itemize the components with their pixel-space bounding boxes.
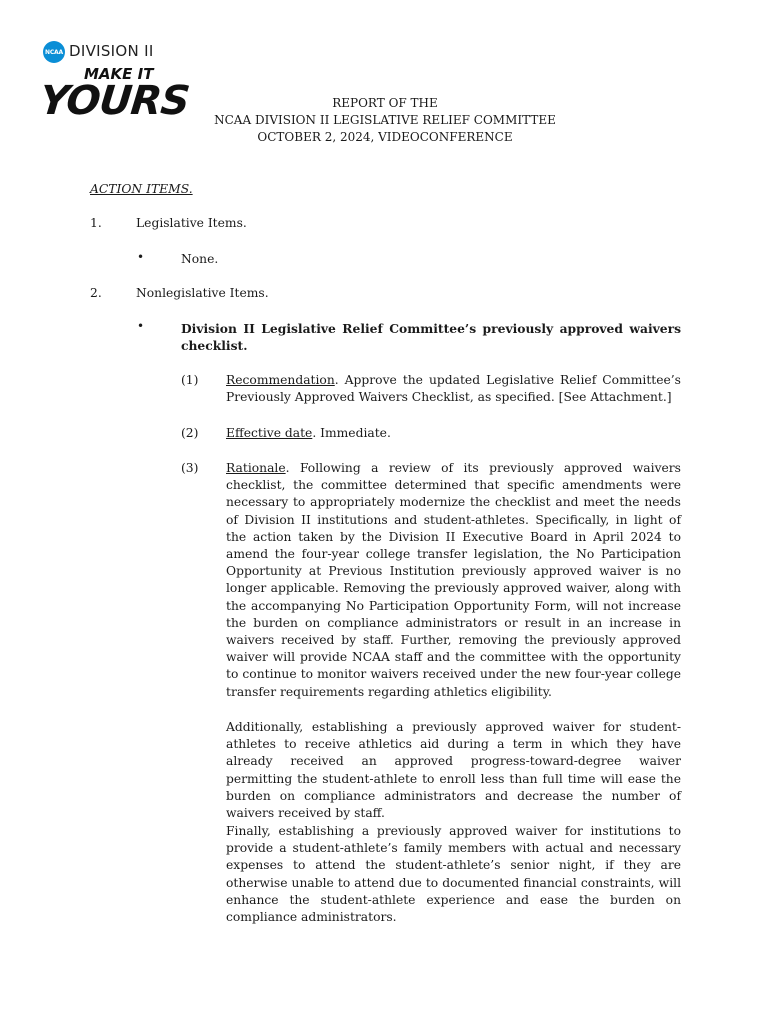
action-items-heading: ACTION ITEMS. — [90, 182, 193, 196]
section-2-bullet-text: Division II Legislative Relief Committee’s previously approved waivers checklist. — [181, 321, 681, 354]
item-2-effective-date — [226, 425, 681, 442]
section-1-title: Legislative Items. — [136, 216, 247, 230]
logo-yours-text: YOURS — [37, 78, 192, 124]
item-1-number: (1) — [181, 373, 199, 387]
item-2-number: (2) — [181, 426, 199, 440]
item-1-text: . Approve the updated Legislative Relief Committee’s Previously Approved Waivers Checklist, as specified. [See Attachment.] — [226, 373, 681, 405]
item-3-label: Rationale — [226, 461, 286, 475]
bullet-icon: • — [137, 319, 145, 333]
logo-make-it-text: MAKE IT — [84, 65, 154, 83]
item-3-text: . Following a review of its previously approved waivers checklist, the committee determined that specific amendments were necessary to appropriately modernize the checklist and meet the needs of Division II institutions and student-athletes. Specifically, in light of the action taken by the Division II Executive Board in April 2024 to amend the four-year college transfer legislation, the No Participation Opportunity at Previous Institution previously approved waiver is no longer applicable. Removing the previously approved waiver, along with the accompanying No Participation Opportunity Form, will not increase the burden on compliance administrators or result in an increase in waivers received by staff. Further, removing the previously approved waiver will provide NCAA staff and the committee with the opportunity to continue to monitor waivers received under the new four-year college transfer requirements regarding athletics eligibility. — [226, 461, 681, 699]
item-3-number: (3) — [181, 461, 199, 475]
item-2-text: . Immediate. — [312, 426, 391, 440]
ncaa-disc-icon: NCAA — [43, 41, 65, 63]
section-1-bullet-text: None. — [181, 252, 219, 266]
rationale-paragraph-3: Finally, establishing a previously approved waiver for institutions to provide a student-athlete’s family members with actual and necessary expenses to attend the student-athlete’s senior night, if they are otherwise unable to attend due to documented financial constraints, will enhance the student-athlete experience and ease the burden on compliance administrators. — [226, 824, 681, 925]
report-title — [0, 95, 770, 146]
item-2-label: Effective date — [226, 426, 313, 440]
item-1-recommendation — [226, 372, 681, 406]
title-line-3: OCTOBER 2, 2024, VIDEOCONFERENCE — [257, 130, 513, 144]
title-line-1: REPORT OF THE — [332, 96, 438, 110]
section-2-title: Nonlegislative Items. — [136, 286, 269, 300]
item-3-rationale — [226, 460, 681, 701]
rationale-paragraph-2: Additionally, establishing a previously approved waiver for student-athletes to receive athletics aid during a term in which they have already received an approved progress-toward-degree waiver permitting the student-athlete to enroll less than full time will ease the burden on compliance administrators and decrease the number of waivers received by staff. — [226, 720, 681, 821]
section-1-number: 1. — [90, 216, 102, 230]
item-1-label: Recommendation — [226, 373, 335, 387]
section-2-number: 2. — [90, 286, 102, 300]
logo-division-text: DIVISION II — [69, 42, 154, 60]
bullet-icon: • — [137, 250, 145, 264]
title-line-2: NCAA DIVISION II LEGISLATIVE RELIEF COMMITTEE — [214, 113, 556, 127]
